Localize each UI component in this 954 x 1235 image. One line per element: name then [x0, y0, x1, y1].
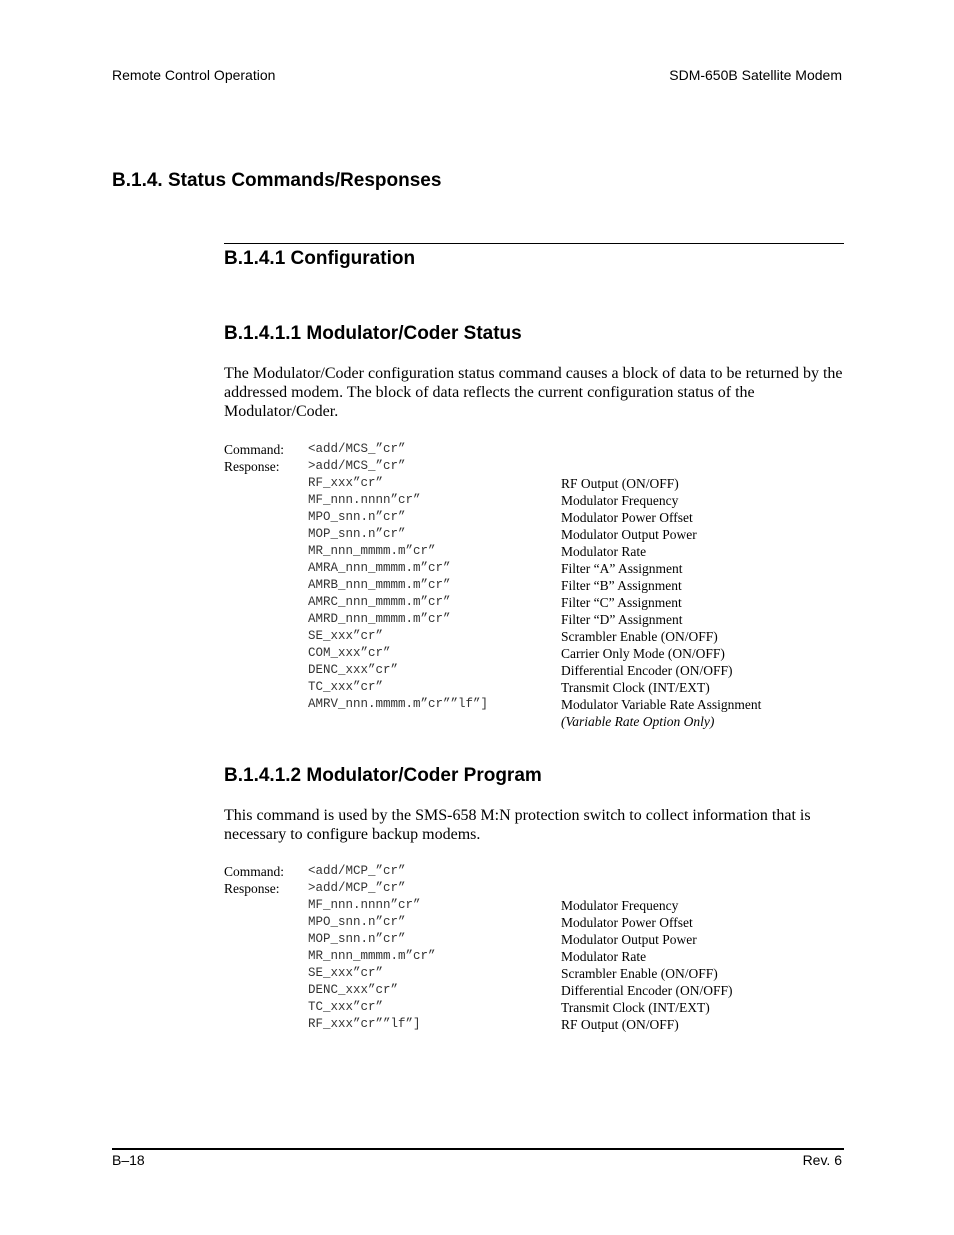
page-header-right: SDM-650B Satellite Modem: [669, 67, 842, 83]
response-item: [224, 492, 844, 509]
response-item-desc: Differential Encoder (ON/OFF): [561, 983, 733, 998]
response-item-code: AMRB_nnn_mmmm.m”cr”: [308, 578, 451, 592]
response-item-desc: RF Output (ON/OFF): [561, 1017, 679, 1032]
response-item-desc: Modulator Power Offset: [561, 915, 693, 930]
page-header-left: Remote Control Operation: [112, 67, 276, 83]
response-code: >add/MCP_”cr”: [308, 881, 406, 895]
response-item-code: MF_nnn.nnnn”cr”: [308, 898, 421, 912]
response-item-code: DENC_xxx”cr”: [308, 983, 399, 997]
response-row: [224, 880, 844, 897]
response-item-desc: Filter “A” Assignment: [561, 561, 683, 576]
response-item-desc: Filter “D” Assignment: [561, 612, 683, 627]
response-item-desc: Carrier Only Mode (ON/OFF): [561, 646, 725, 661]
response-item-code: AMRD_nnn_mmmm.m”cr”: [308, 612, 451, 626]
response-item-code: MR_nnn_mmmm.m”cr”: [308, 949, 436, 963]
page-number: B–18: [112, 1152, 145, 1168]
mcs-heading: B.1.4.1.1 Modulator/Coder Status: [224, 323, 522, 344]
response-item-code: MR_nnn_mmmm.m”cr”: [308, 544, 436, 558]
response-item: [224, 679, 844, 696]
response-item-code: COM_xxx”cr”: [308, 646, 391, 660]
response-item-desc: Transmit Clock (INT/EXT): [561, 680, 710, 695]
response-item: [224, 594, 844, 611]
response-item-desc: Scrambler Enable (ON/OFF): [561, 966, 718, 981]
command-label: Command:: [224, 864, 284, 879]
response-item-desc: Filter “B” Assignment: [561, 578, 682, 593]
mcp-heading: B.1.4.1.2 Modulator/Coder Program: [224, 765, 542, 786]
response-item: [224, 1016, 844, 1033]
response-item-desc: Modulator Frequency: [561, 493, 679, 508]
response-item-desc: Scrambler Enable (ON/OFF): [561, 629, 718, 644]
response-item-code: SE_xxx”cr”: [308, 629, 384, 643]
command-code: <add/MCS_”cr”: [308, 442, 406, 456]
response-item: [224, 560, 844, 577]
response-item-code: MOP_snn.n”cr”: [308, 527, 406, 541]
response-item: [224, 475, 844, 492]
response-item-desc: Modulator Output Power: [561, 932, 697, 947]
response-item-code: MPO_snn.n”cr”: [308, 510, 406, 524]
response-item-desc: Filter “C” Assignment: [561, 595, 682, 610]
response-item: [224, 948, 844, 965]
mcs-command-block: [224, 441, 844, 730]
response-item-desc: Modulator Power Offset: [561, 510, 693, 525]
response-item-desc: RF Output (ON/OFF): [561, 476, 679, 491]
response-item: [224, 965, 844, 982]
response-item-code: RF_xxx”cr””lf”]: [308, 1017, 421, 1031]
response-item-desc: Differential Encoder (ON/OFF): [561, 663, 733, 678]
response-item: [224, 931, 844, 948]
response-item: [224, 914, 844, 931]
response-note-row: [224, 713, 844, 730]
response-label: Response:: [224, 459, 280, 474]
mcs-paragraph: The Modulator/Coder configuration status command causes a block of data to be returned by the addressed modem. The block of data reflects the current configuration status of the Modulator/Coder.: [224, 365, 843, 420]
response-item-desc: Modulator Output Power: [561, 527, 697, 542]
section-divider: [224, 243, 844, 244]
subsection-heading: B.1.4.1 Configuration: [224, 248, 416, 269]
response-item-desc: Modulator Rate: [561, 544, 647, 559]
response-item-desc: Transmit Clock (INT/EXT): [561, 1000, 710, 1015]
response-item-code: TC_xxx”cr”: [308, 680, 384, 694]
response-item: [224, 662, 844, 679]
response-item: [224, 611, 844, 628]
response-item-code: AMRA_nnn_mmmm.m”cr”: [308, 561, 451, 575]
mcp-paragraph: This command is used by the SMS-658 M:N protection switch to collect information that is necessary to configure backup modems.: [224, 807, 811, 843]
command-row: [224, 441, 844, 458]
response-item: [224, 982, 844, 999]
revision-label: Rev. 6: [802, 1152, 842, 1168]
response-item-code: TC_xxx”cr”: [308, 1000, 384, 1014]
response-code: >add/MCS_”cr”: [308, 459, 406, 473]
response-item-code: MOP_snn.n”cr”: [308, 932, 406, 946]
response-item-code: MF_nnn.nnnn”cr”: [308, 493, 421, 507]
response-label: Response:: [224, 881, 280, 896]
command-label: Command:: [224, 442, 284, 457]
command-row: [224, 863, 844, 880]
response-item-code: MPO_snn.n”cr”: [308, 915, 406, 929]
response-item: [224, 509, 844, 526]
section-heading: B.1.4. Status Commands/Responses: [112, 170, 442, 191]
mcp-command-block: [224, 863, 844, 1033]
response-item: [224, 897, 844, 914]
response-item: [224, 645, 844, 662]
response-item-code: AMRC_nnn_mmmm.m”cr”: [308, 595, 451, 609]
response-item: [224, 696, 844, 713]
footer-divider: [112, 1148, 844, 1150]
response-item-code: RF_xxx”cr”: [308, 476, 384, 490]
response-item-desc: Modulator Variable Rate Assignment: [561, 697, 762, 712]
response-item-code: AMRV_nnn.mmmm.m”cr””lf”]: [308, 697, 489, 711]
response-item-code: SE_xxx”cr”: [308, 966, 384, 980]
response-item: [224, 999, 844, 1016]
response-row: [224, 458, 844, 475]
response-item-desc: Modulator Frequency: [561, 898, 679, 913]
response-item: [224, 526, 844, 543]
response-item: [224, 543, 844, 560]
response-item: [224, 577, 844, 594]
variable-rate-note: (Variable Rate Option Only): [561, 714, 715, 729]
response-item: [224, 628, 844, 645]
response-item-code: DENC_xxx”cr”: [308, 663, 399, 677]
response-item-desc: Modulator Rate: [561, 949, 647, 964]
command-code: <add/MCP_”cr”: [308, 864, 406, 878]
